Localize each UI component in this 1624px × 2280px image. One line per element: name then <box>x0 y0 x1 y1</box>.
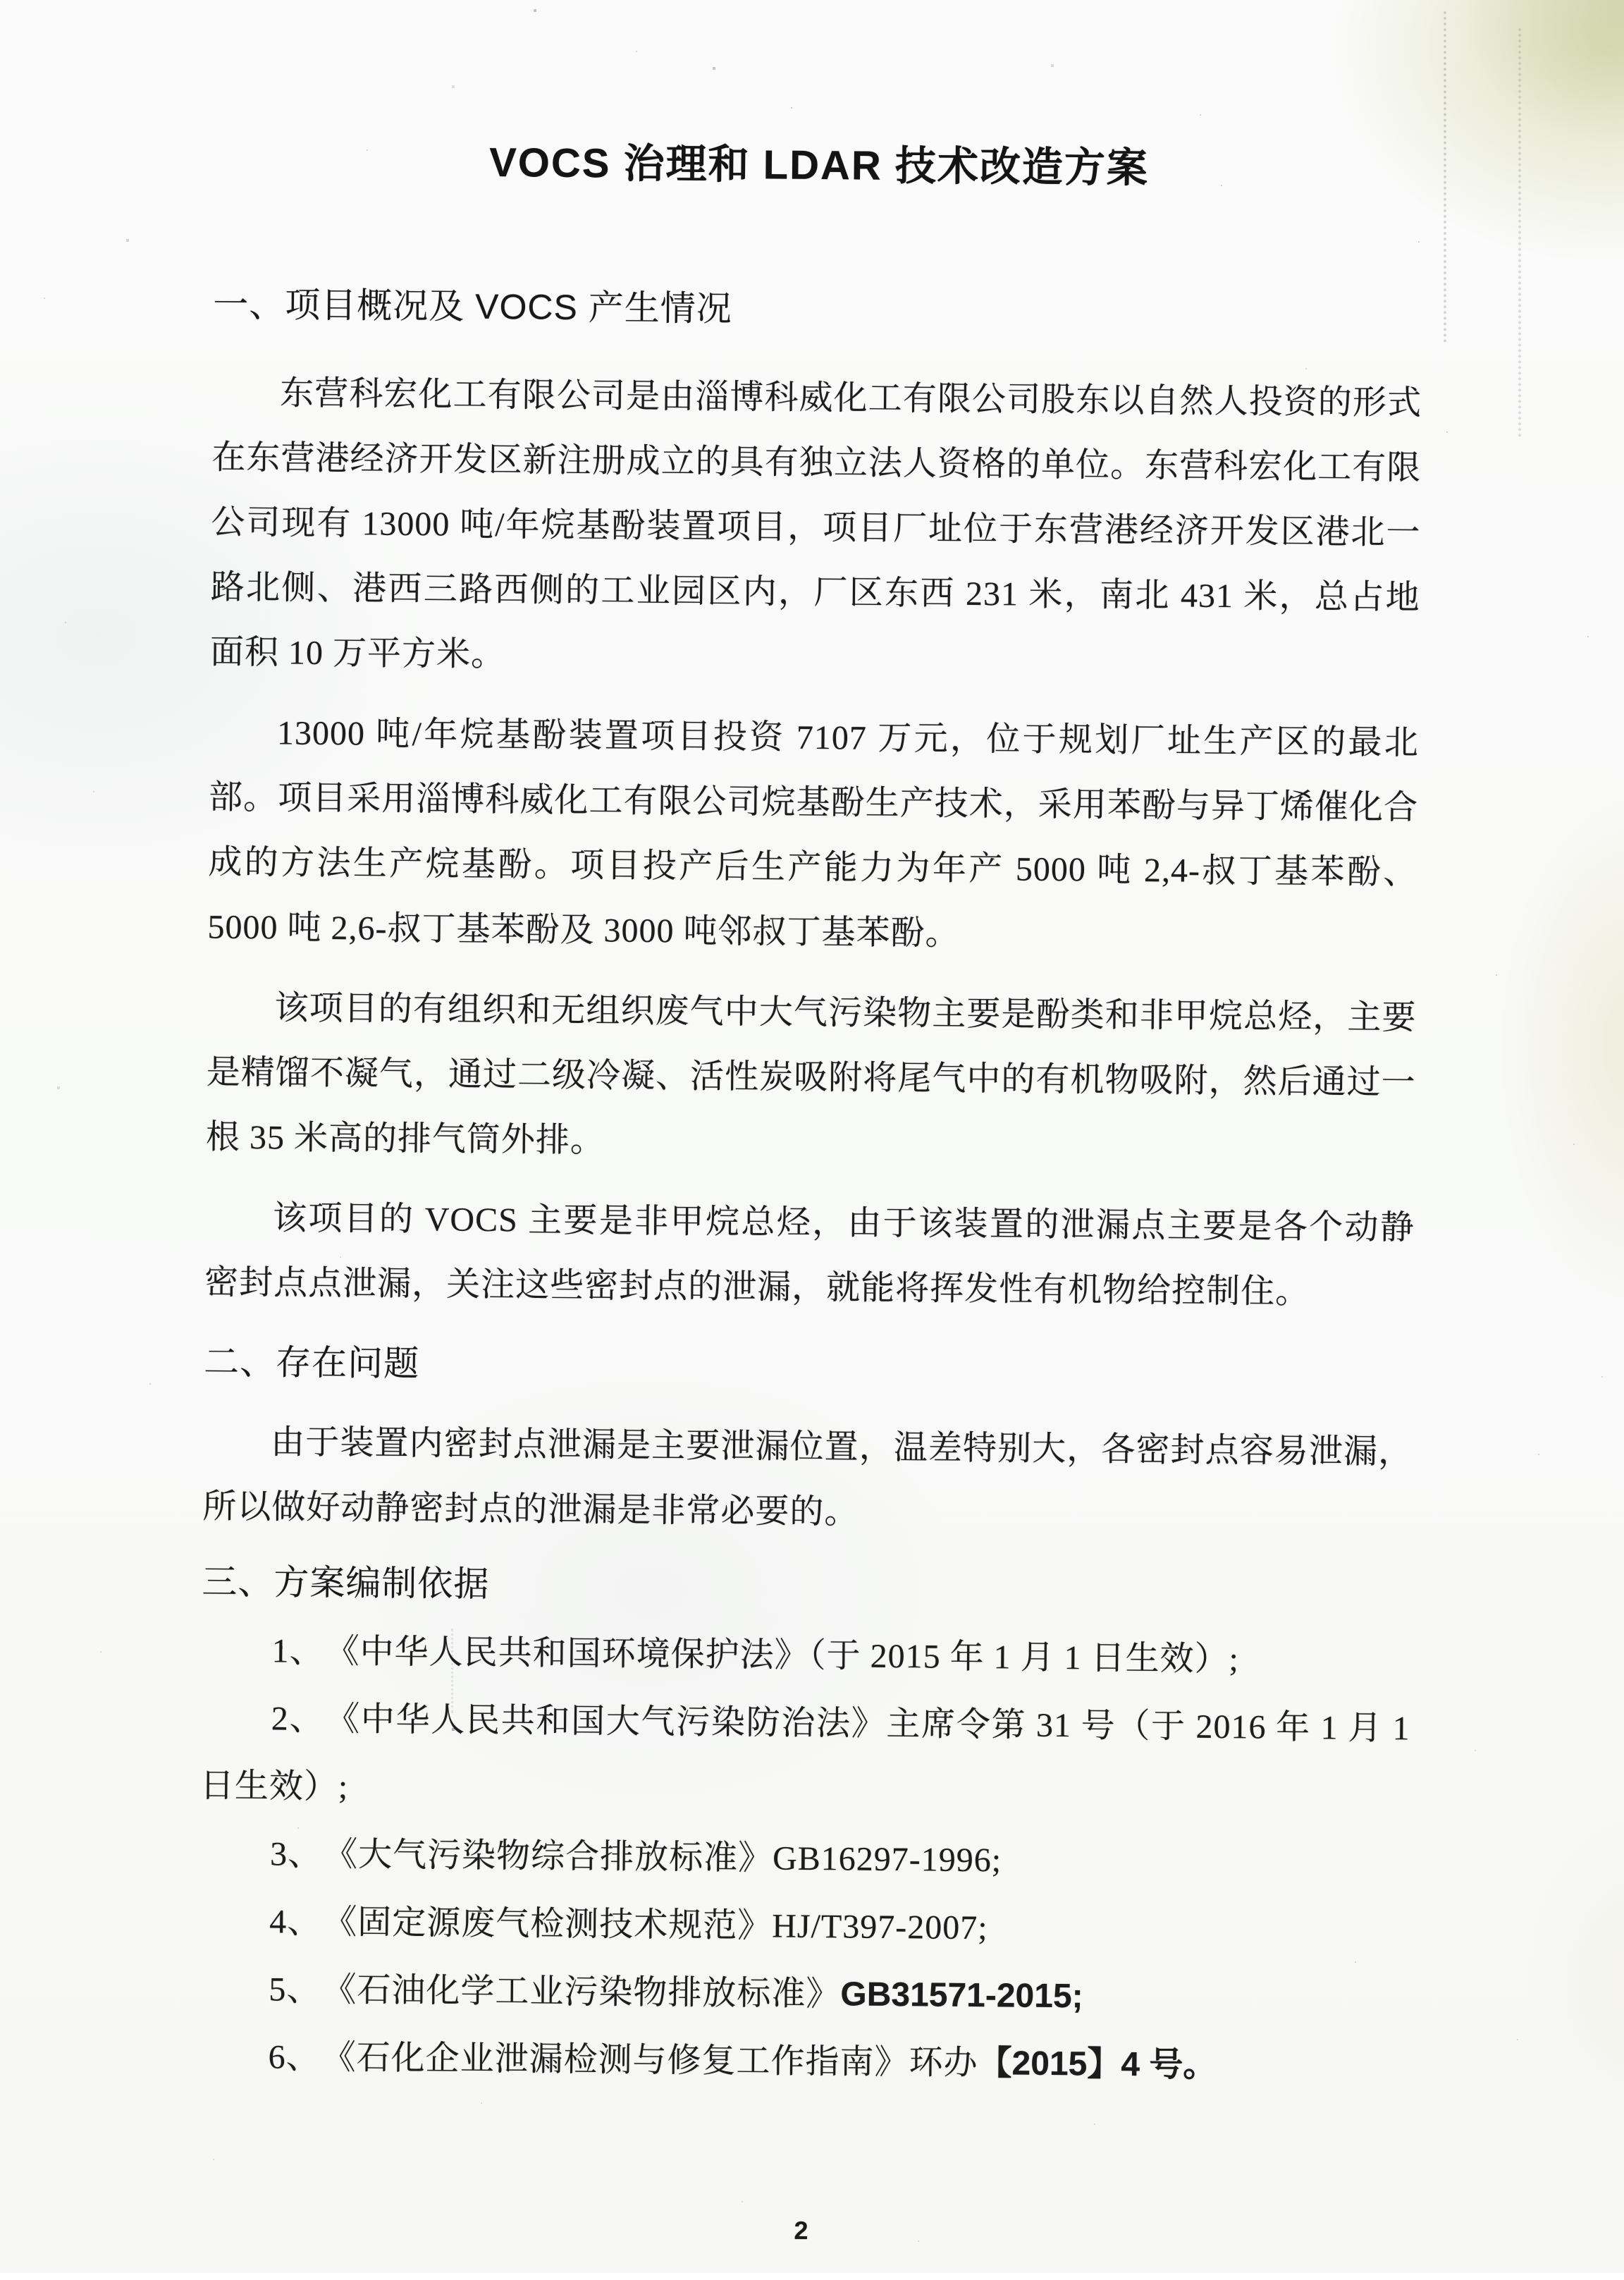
list-item <box>200 1684 1411 1830</box>
paragraph-project-overview-1: 东营科宏化工有限公司是由淄博科威化工有限公司股东以自然人投资的形式在东营港经济开发区新注册成立的具有独立法人资格的单位。东营科宏化工有限公司现有 13000 吨/年烷基酚装置项目，项目厂址位于东营港经济开发区港北一路北侧、港西三路西侧的工业园区内，厂区东西 231 米，南北 431 米，总占地面积 10 万平方米。 <box>210 361 1422 696</box>
scan-noise-speckles <box>0 0 1 1</box>
section-heading-2: 二、存在问题 <box>204 1329 1414 1404</box>
list-item-text: 《中华人民共和国大气污染防治法》主席令第 31 号（于 2016 年 1 月 1 日生效）; <box>200 1700 1410 1806</box>
list-item <box>198 1955 1408 2033</box>
section-heading-1: 一、项目概况及 VOCS 产生情况 <box>213 272 1423 348</box>
paragraph-emissions: 该项目的有组织和无组织废气中大气污染物主要是酚类和非甲烷总烃，主要是精馏不凝气，通过二级冷凝、活性炭吸附将尾气中的有机物吸附，然后通过一根 35 米高的排气筒外排。 <box>206 976 1417 1181</box>
list-item-text: 《大气污染物综合排放标准》GB16297-1996; <box>340 1836 1002 1879</box>
document-title: VOCS 治理和 LDAR 技术改造方案 <box>214 133 1425 200</box>
list-item-number: 3、 <box>270 1835 322 1873</box>
list-item-code: GB31571-2015; <box>840 1975 1083 2015</box>
list-item-text: 《中华人民共和国环境保护法》（于 2015 年 1 月 1 日生效）; <box>342 1633 1239 1678</box>
list-item-number: 1、 <box>271 1632 324 1670</box>
paragraph-project-overview-2: 13000 吨/年烷基酚装置项目投资 7107 万元，位于规划厂址生产区的最北部。项目采用淄博科威化工有限公司烷基酚生产技术，采用苯酚与异丁烯催化合成的方法生产烷基酚。项目投产后生产能力为年产 5000 吨 2,4-叔丁基苯酚、5000 吨 2,6-叔丁基苯酚及 3000 吨邻叔丁基苯酚。 <box>207 701 1419 971</box>
list-item-text: 《石油化学工业污染物排放标准》 <box>339 1971 840 2013</box>
section-heading-3: 三、方案编制依据 <box>202 1549 1412 1624</box>
reference-list <box>197 1617 1411 2101</box>
list-item-number: 6、 <box>268 2038 320 2076</box>
list-item <box>199 1887 1409 1966</box>
list-item-text: 《石化企业泄漏检测与修复工作指南》环办 <box>338 2039 978 2082</box>
list-item-code: 【2015】4 号。 <box>978 2045 1217 2084</box>
list-item-number: 2、 <box>271 1700 325 1738</box>
list-item-text: 《固定源废气检测技术规范》HJ/T397-2007; <box>340 1904 988 1947</box>
paragraph-existing-problems: 由于装置内密封点泄漏是主要泄漏位置，温差特别大，各密封点容易泄漏，所以做好动静密封点的泄漏是非常必要的。 <box>202 1409 1413 1550</box>
list-item-number: 4、 <box>269 1903 321 1941</box>
list-item-number: 5、 <box>269 1971 321 2009</box>
page-number: 2 <box>196 2210 1405 2250</box>
list-item <box>201 1617 1411 1695</box>
list-item <box>197 2023 1408 2101</box>
paragraph-vocs-sources: 该项目的 VOCS 主要是非甲烷总烃，由于该装置的泄漏点主要是各个动静密封点点泄漏，关注这些密封点的泄漏，就能将挥发性有机物给控制住。 <box>204 1185 1415 1325</box>
list-item <box>199 1820 1410 1898</box>
